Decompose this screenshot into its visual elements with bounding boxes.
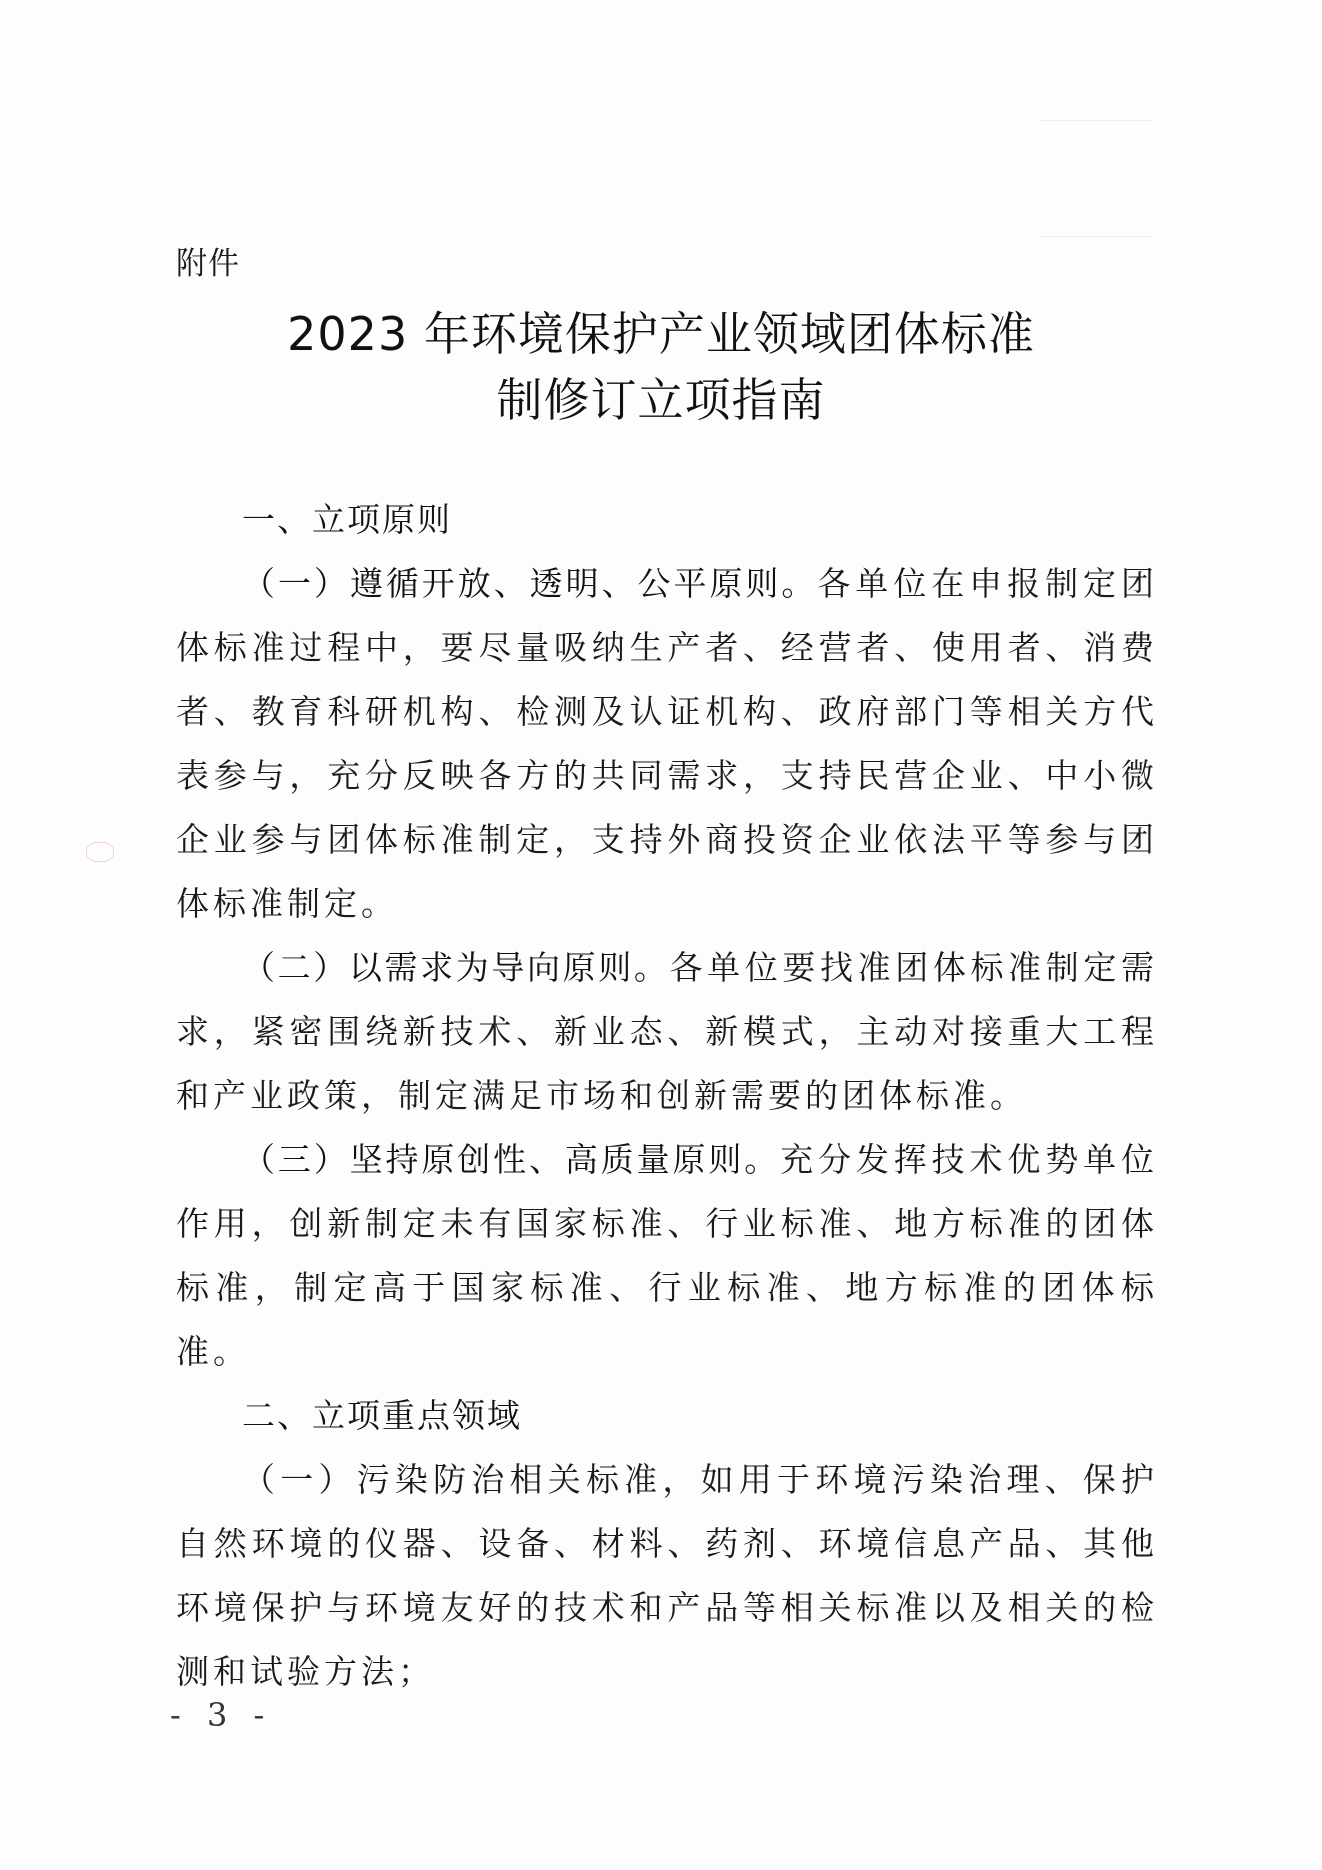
paragraph-pollution-control-standards (176, 1448, 1158, 1704)
section-heading-principles: 一、立项原则 (242, 500, 452, 539)
paragraph-text: 充分发挥技术优势单位作用，创新制定未有国家标准、行业标准、地方标准的团体标准，制定高于国家标准、行业标准、地方标准的团体标准。 (176, 1140, 1158, 1371)
page-number: - 3 - (170, 1696, 273, 1734)
document-body (176, 488, 1158, 1704)
paragraph-open-transparent-fair (176, 552, 1158, 936)
faint-line (1040, 236, 1152, 237)
paragraph-originality-quality (176, 1128, 1158, 1384)
paragraph-text: 各单位在申报制定团体标准过程中，要尽量吸纳生产者、经营者、使用者、消费者、教育科研机构、检测及认证机构、政府部门等相关方代表参与，充分反映各方的共同需求，支持民营企业、中小微企业参与团体标准制定，支持外商投资企业依法平等参与团体标准制定。 (176, 564, 1159, 923)
paragraph-lead: （一）遵循开放、透明、公平原则。 (242, 564, 818, 603)
section-heading-key-areas: 二、立项重点领域 (242, 1396, 522, 1435)
document-title-line-2: 制修订立项指南 (496, 373, 826, 427)
faint-line (1040, 120, 1152, 121)
paragraph-text: 各单位要找准团体标准制定需求，紧密围绕新技术、新业态、新模式，主动对接重大工程和产业政策，制定满足市场和创新需要的团体标准。 (176, 948, 1158, 1115)
stamp-trace-mark (86, 842, 114, 862)
paragraph-lead: （三）坚持原创性、高质量原则。 (242, 1140, 781, 1179)
paragraph-text: （一）污染防治相关标准，如用于环境污染治理、保护自然环境的仪器、设备、材料、药剂、环境信息产品、其他环境保护与环境友好的技术和产品等相关标准以及相关的检测和试验方法； (176, 1460, 1158, 1691)
paragraph-lead: （二）以需求为导向原则。 (242, 948, 670, 987)
document-title-line-1: 2023 年环境保护产业领域团体标准 (287, 307, 1035, 361)
attachment-label: 附件 (176, 246, 240, 282)
paragraph-demand-oriented (176, 936, 1158, 1128)
